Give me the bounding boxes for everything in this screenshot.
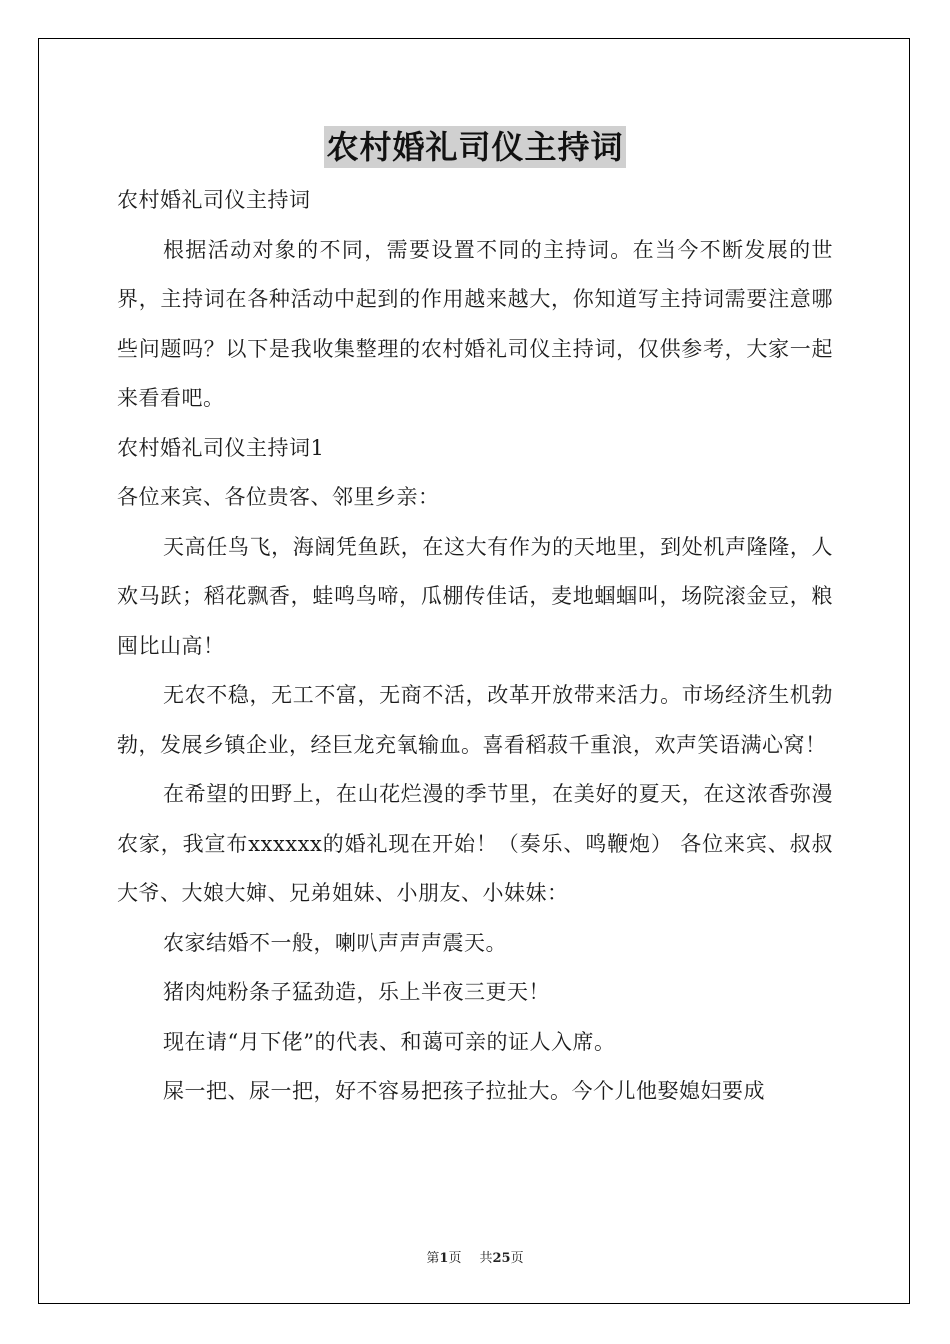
paragraph-intro: 根据活动对象的不同，需要设置不同的主持词。在当今不断发展的世界，主持词在各种活动中起到的作用越来越大，你知道写主持词需要注意哪些问题吗？以下是我收集整理的农村婚礼司仪主持词，仅供参考，大家一起来看看吧。 [117, 237, 833, 410]
page-footer [0, 1247, 950, 1266]
paragraph-body: 现在请“月下佬”的代表、和蔼可亲的证人入席。 [163, 1029, 616, 1054]
page-label-prefix: 第 [426, 1251, 440, 1266]
paragraph-verse: 农家结婚不一般，喇叭声声声震天。 [163, 930, 507, 955]
total-pages: 25 [492, 1251, 511, 1266]
page-number: 1 [439, 1251, 449, 1266]
total-label-suffix: 页 [510, 1251, 524, 1266]
paragraph-body: 在希望的田野上，在山花烂漫的季节里，在美好的夏天，在这浓香弥漫农家，我宣布xxxxxx的婚礼现在开始！（奏乐、鸣鞭炮） 各位来宾、叔叔大爷、大娘大婶、兄弟姐妹、小朋友、小妹妹： [117, 782, 833, 905]
paragraph-body: 屎一把、尿一把，好不容易把孩子拉扯大。今个儿他娶媳妇要成 [163, 1079, 765, 1103]
page-label-suffix: 页 [448, 1251, 462, 1266]
paragraph-verse: 猪肉炖粉条子猛劲造，乐上半夜三更天！ [163, 980, 550, 1004]
title-container [0, 126, 950, 168]
document-body [117, 176, 833, 1117]
paragraph-body: 无农不稳，无工不富，无商不活，改革开放带来活力。市场经济生机勃勃，发展乡镇企业，经巨龙充氧输血。喜看稻菽千重浪，欢声笑语满心窝！ [117, 683, 833, 757]
section-heading: 农村婚礼司仪主持词1 [117, 435, 325, 460]
paragraph-subtitle: 农村婚礼司仪主持词 [117, 188, 311, 212]
paragraph-body: 天高任鸟飞，海阔凭鱼跃，在这大有作为的天地里，到处机声隆隆，人欢马跃；稻花飘香，蛙鸣鸟啼，瓜棚传佳话，麦地蝈蝈叫，场院滚金豆，粮囤比山高！ [117, 534, 833, 658]
total-label-prefix: 共 [479, 1251, 493, 1266]
document-title: 农村婚礼司仪主持词 [326, 128, 624, 166]
paragraph-greeting: 各位来宾、各位贵客、邻里乡亲： [117, 485, 440, 509]
